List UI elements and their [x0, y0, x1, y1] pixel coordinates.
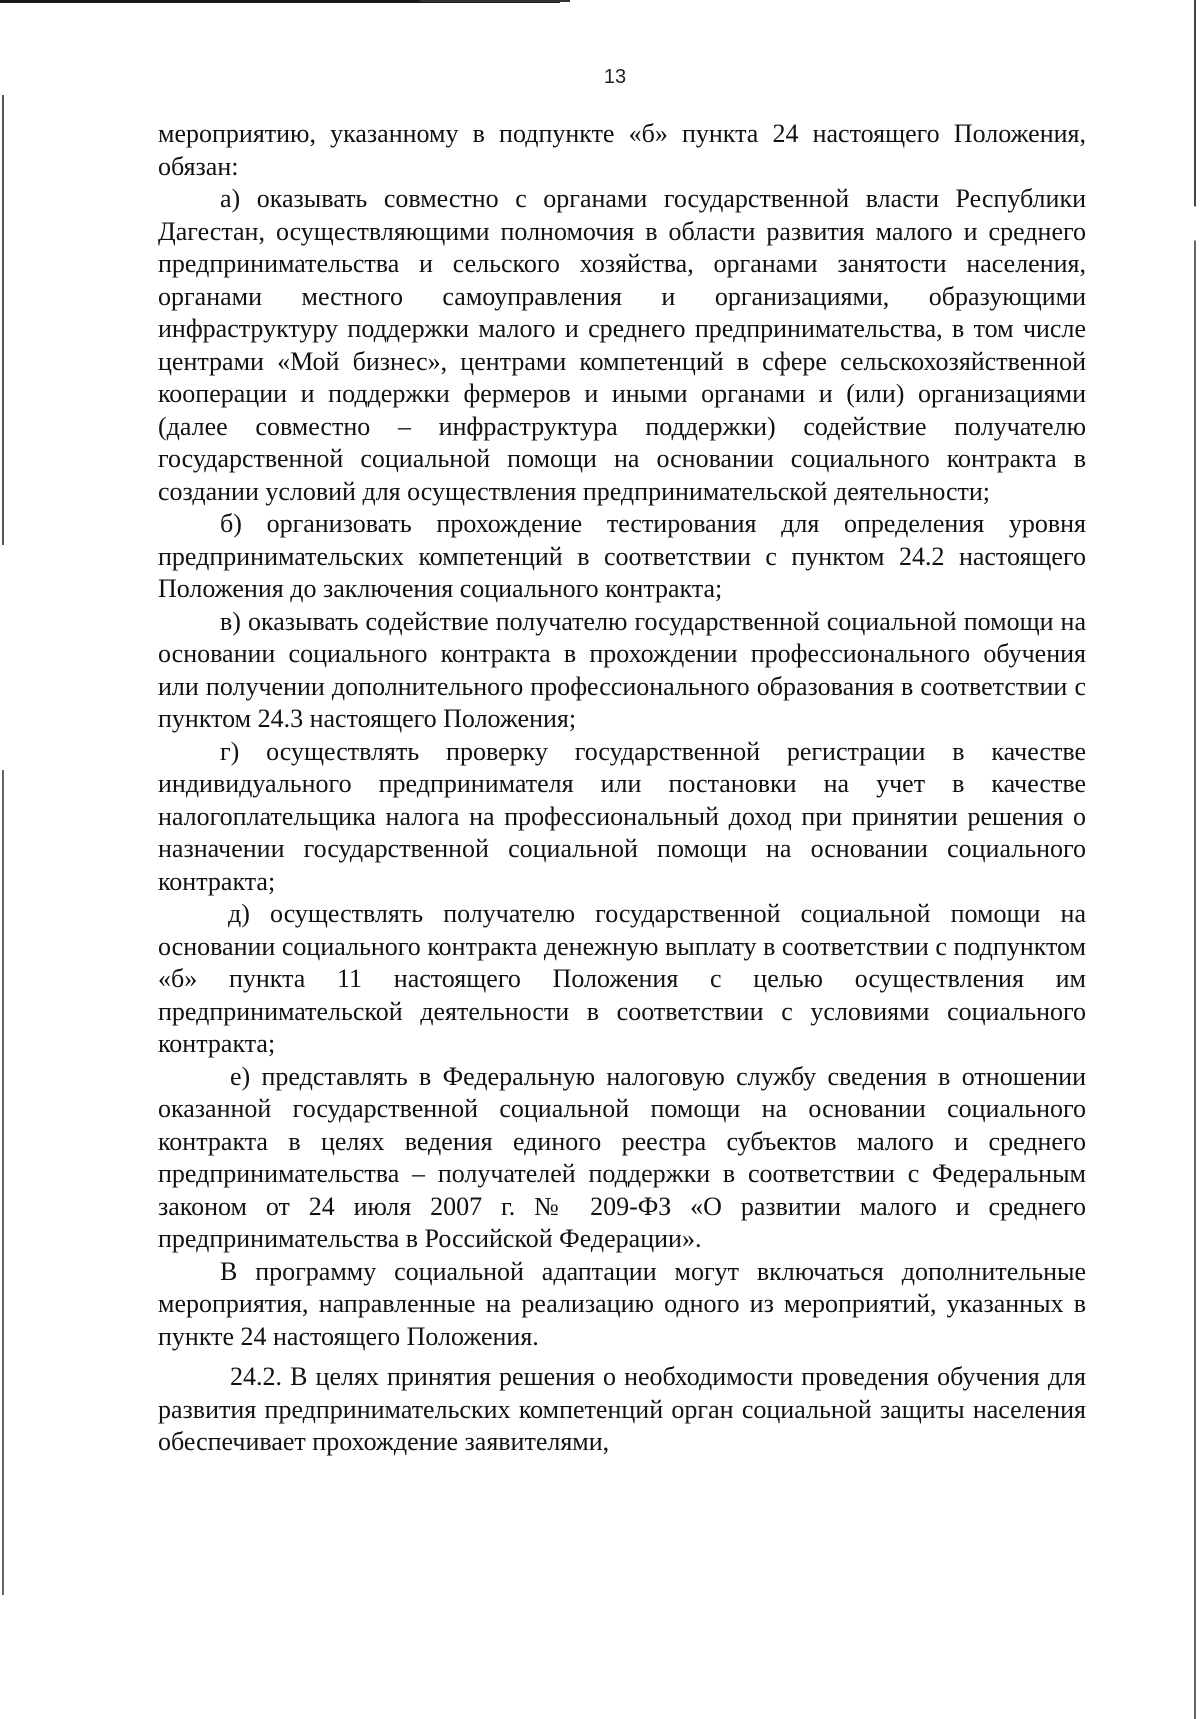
paragraph-item-b: б) организовать прохождение тестирования для определения уровня предпринимательских компетенций в соответствии с пунктом 24.2 настоящего Положения до заключения социального контракта; — [158, 509, 1086, 603]
paragraph-continuation: мероприятию, указанному в подпункте «б» пункта 24 настоящего Положения, обязан: — [158, 119, 1086, 181]
scan-edge-left — [2, 95, 4, 1595]
scan-edge-right — [1194, 0, 1196, 1719]
paragraph-section-24-2: 24.2. В целях принятия решения о необходимости проведения обучения для развития предпринимательских компетенций орган социальной защиты населения обеспечивает прохождение заявителями, — [158, 1362, 1086, 1456]
paragraph-item-g: г) осуществлять проверку государственной регистрации в качестве индивидуального предпринимателя или постановки на учет в качестве налогоплательщика налога на профессиональный доход при принятии решения о назначении государственной социальной помощи на основании социального контракта; — [158, 736, 1086, 896]
paragraph-item-a: а) оказывать совместно с органами государственной власти Республики Дагестан, осуществляющими полномочия в области развития малого и среднего предпринимательства и сельского хозяйства, органами занятости населения, органами местного самоуправления и организациями, образующими инфраструктуру поддержки малого и среднего предпринимательства, в том числе центрами «Мой бизнес», центрами компетенций в сфере сельскохозяйственной кооперации и поддержки фермеров и иными органами и (или) организациями (далее совместно – инфраструктура поддержки) содействие получателю государственной социальной помощи на основании социального контракта в создании условий для осуществления предпринимательской деятельности; — [158, 184, 1086, 506]
document-body — [158, 118, 1086, 1459]
scan-edge-top-secondary — [420, 0, 570, 2]
page-number: 13 — [603, 66, 627, 88]
paragraph-adaptation-program: В программу социальной адаптации могут включаться дополнительные мероприятия, направленные на реализацию одного из мероприятий, указанных в пункте 24 настоящего Положения. — [158, 1256, 1086, 1351]
paragraph-item-v: в) оказывать содействие получателю государственной социальной помощи на основании социального контракта в прохождении профессионального обучения или получении дополнительного профессионального образования в соответствии с пунктом 24.3 настоящего Положения; — [158, 606, 1086, 733]
paragraph-item-e: е) представлять в Федеральную налоговую службу сведения в отношении оказанной государственной социальной помощи на основании социального контракта в целях ведения единого реестра субъектов малого и среднего предпринимательства – получателей поддержки в соответствии с Федеральным законом от 24 июля 2007 г. № 209-ФЗ «О развитии малого и среднего предпринимательства в Российской Федерации». — [158, 1061, 1086, 1253]
paragraph-item-d: д) осуществлять получателю государственной социальной помощи на основании социального контракта денежную выплату в соответствии с подпунктом «б» пункта 11 настоящего Положения с целью осуществления им предпринимательской деятельности в соответствии с условиями социального контракта; — [158, 899, 1086, 1058]
